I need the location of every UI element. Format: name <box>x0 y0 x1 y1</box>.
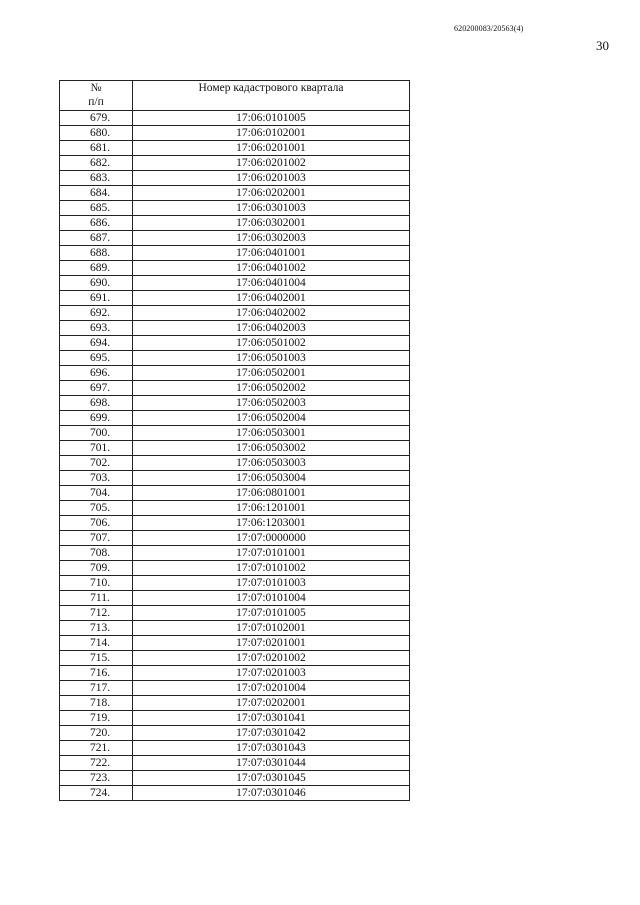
row-number-cell: 718. <box>60 696 133 711</box>
row-number-cell: 713. <box>60 621 133 636</box>
row-number-cell: 686. <box>60 216 133 231</box>
row-number-cell: 706. <box>60 516 133 531</box>
row-number-cell: 683. <box>60 171 133 186</box>
column-header-number <box>60 81 133 111</box>
row-number-cell: 724. <box>60 786 133 801</box>
cadastral-number-cell: 17:06:0502002 <box>133 381 410 396</box>
table-row <box>60 741 410 756</box>
cadastral-number-cell: 17:06:0501003 <box>133 351 410 366</box>
cadastral-number-cell: 17:07:0101005 <box>133 606 410 621</box>
cadastral-number-cell: 17:07:0201001 <box>133 636 410 651</box>
cadastral-number-cell: 17:06:0502003 <box>133 396 410 411</box>
table-row <box>60 111 410 126</box>
cadastral-number-cell: 17:06:0503004 <box>133 471 410 486</box>
column-header-number-line2: п/п <box>88 96 104 108</box>
row-number-cell: 710. <box>60 576 133 591</box>
cadastral-number-cell: 17:07:0301046 <box>133 786 410 801</box>
table-row <box>60 201 410 216</box>
table-row <box>60 261 410 276</box>
row-number-cell: 704. <box>60 486 133 501</box>
row-number-cell: 690. <box>60 276 133 291</box>
row-number-cell: 720. <box>60 726 133 741</box>
row-number-cell: 705. <box>60 501 133 516</box>
row-number-cell: 695. <box>60 351 133 366</box>
table-row <box>60 576 410 591</box>
table-row <box>60 336 410 351</box>
row-number-cell: 721. <box>60 741 133 756</box>
row-number-cell: 699. <box>60 411 133 426</box>
table-row <box>60 561 410 576</box>
table-row <box>60 486 410 501</box>
row-number-cell: 708. <box>60 546 133 561</box>
cadastral-number-cell: 17:06:0201001 <box>133 141 410 156</box>
cadastral-number-cell: 17:07:0301043 <box>133 741 410 756</box>
cadastral-number-cell: 17:06:0401002 <box>133 261 410 276</box>
cadastral-number-cell: 17:07:0301041 <box>133 711 410 726</box>
row-number-cell: 711. <box>60 591 133 606</box>
table-row <box>60 636 410 651</box>
row-number-cell: 723. <box>60 771 133 786</box>
cadastral-number-cell: 17:06:0302003 <box>133 231 410 246</box>
cadastral-number-cell: 17:06:0301003 <box>133 201 410 216</box>
cadastral-number-cell: 17:06:0302001 <box>133 216 410 231</box>
row-number-cell: 680. <box>60 126 133 141</box>
row-number-cell: 719. <box>60 711 133 726</box>
cadastral-number-cell: 17:07:0201002 <box>133 651 410 666</box>
table-body <box>60 111 410 801</box>
cadastral-number-cell: 17:06:0202001 <box>133 186 410 201</box>
cadastral-number-cell: 17:06:0402002 <box>133 306 410 321</box>
document-code: 620200083/20563(4) <box>454 24 524 33</box>
row-number-cell: 681. <box>60 141 133 156</box>
row-number-cell: 697. <box>60 381 133 396</box>
row-number-cell: 694. <box>60 336 133 351</box>
cadastral-number-cell: 17:06:0102001 <box>133 126 410 141</box>
row-number-cell: 692. <box>60 306 133 321</box>
table-row <box>60 126 410 141</box>
table-row <box>60 546 410 561</box>
table-row <box>60 396 410 411</box>
cadastral-number-cell: 17:07:0201004 <box>133 681 410 696</box>
row-number-cell: 714. <box>60 636 133 651</box>
table-row <box>60 276 410 291</box>
table-row <box>60 621 410 636</box>
cadastral-number-cell: 17:06:0201002 <box>133 156 410 171</box>
cadastral-number-cell: 17:06:0402003 <box>133 321 410 336</box>
table-row <box>60 681 410 696</box>
table-row <box>60 366 410 381</box>
table-row <box>60 141 410 156</box>
row-number-cell: 709. <box>60 561 133 576</box>
page-number: 30 <box>596 38 609 53</box>
table-row <box>60 666 410 681</box>
table-row <box>60 306 410 321</box>
row-number-cell: 722. <box>60 756 133 771</box>
table-row <box>60 171 410 186</box>
row-number-cell: 698. <box>60 396 133 411</box>
table-row <box>60 591 410 606</box>
cadastral-number-cell: 17:06:1201001 <box>133 501 410 516</box>
row-number-cell: 712. <box>60 606 133 621</box>
table-row <box>60 456 410 471</box>
row-number-cell: 701. <box>60 441 133 456</box>
table-row <box>60 516 410 531</box>
cadastral-number-cell: 17:06:0501002 <box>133 336 410 351</box>
row-number-cell: 717. <box>60 681 133 696</box>
cadastral-number-cell: 17:06:1203001 <box>133 516 410 531</box>
table-row <box>60 246 410 261</box>
table-row <box>60 711 410 726</box>
table-row <box>60 726 410 741</box>
table-header-row <box>60 81 410 111</box>
row-number-cell: 700. <box>60 426 133 441</box>
table-row <box>60 501 410 516</box>
cadastral-number-cell: 17:07:0101004 <box>133 591 410 606</box>
table-row <box>60 606 410 621</box>
cadastral-number-cell: 17:06:0502004 <box>133 411 410 426</box>
column-header-cadastral: Номер кадастрового квартала <box>133 81 410 111</box>
row-number-cell: 688. <box>60 246 133 261</box>
cadastral-number-cell: 17:06:0201003 <box>133 171 410 186</box>
table-row <box>60 651 410 666</box>
table-row <box>60 696 410 711</box>
table-row <box>60 231 410 246</box>
table-row <box>60 381 410 396</box>
row-number-cell: 682. <box>60 156 133 171</box>
table-row <box>60 411 410 426</box>
cadastral-number-cell: 17:07:0201003 <box>133 666 410 681</box>
row-number-cell: 685. <box>60 201 133 216</box>
table-row <box>60 441 410 456</box>
row-number-cell: 689. <box>60 261 133 276</box>
row-number-cell: 691. <box>60 291 133 306</box>
cadastral-number-cell: 17:06:0401001 <box>133 246 410 261</box>
table-row <box>60 156 410 171</box>
row-number-cell: 716. <box>60 666 133 681</box>
cadastral-number-cell: 17:06:0502001 <box>133 366 410 381</box>
table-row <box>60 471 410 486</box>
row-number-cell: 702. <box>60 456 133 471</box>
cadastral-number-cell: 17:06:0503002 <box>133 441 410 456</box>
table-row <box>60 186 410 201</box>
row-number-cell: 687. <box>60 231 133 246</box>
column-header-number-line1: № <box>90 82 102 94</box>
cadastral-number-cell: 17:07:0301045 <box>133 771 410 786</box>
cadastral-number-cell: 17:07:0101002 <box>133 561 410 576</box>
row-number-cell: 679. <box>60 111 133 126</box>
table-row <box>60 291 410 306</box>
cadastral-number-cell: 17:06:0101005 <box>133 111 410 126</box>
cadastral-number-cell: 17:07:0102001 <box>133 621 410 636</box>
row-number-cell: 684. <box>60 186 133 201</box>
table-row <box>60 216 410 231</box>
cadastral-number-cell: 17:07:0101001 <box>133 546 410 561</box>
cadastral-number-cell: 17:07:0301044 <box>133 756 410 771</box>
row-number-cell: 703. <box>60 471 133 486</box>
table-row <box>60 786 410 801</box>
row-number-cell: 693. <box>60 321 133 336</box>
cadastral-number-cell: 17:07:0101003 <box>133 576 410 591</box>
cadastral-number-cell: 17:07:0301042 <box>133 726 410 741</box>
cadastral-number-cell: 17:07:0202001 <box>133 696 410 711</box>
cadastral-quarters-table <box>59 80 410 801</box>
row-number-cell: 715. <box>60 651 133 666</box>
cadastral-number-cell: 17:06:0503003 <box>133 456 410 471</box>
table-row <box>60 426 410 441</box>
table-row <box>60 321 410 336</box>
cadastral-number-cell: 17:06:0801001 <box>133 486 410 501</box>
table-row <box>60 756 410 771</box>
row-number-cell: 696. <box>60 366 133 381</box>
table-row <box>60 351 410 366</box>
row-number-cell: 707. <box>60 531 133 546</box>
cadastral-number-cell: 17:06:0401004 <box>133 276 410 291</box>
cadastral-number-cell: 17:06:0503001 <box>133 426 410 441</box>
table-row <box>60 771 410 786</box>
table-row <box>60 531 410 546</box>
cadastral-number-cell: 17:06:0402001 <box>133 291 410 306</box>
cadastral-number-cell: 17:07:0000000 <box>133 531 410 546</box>
